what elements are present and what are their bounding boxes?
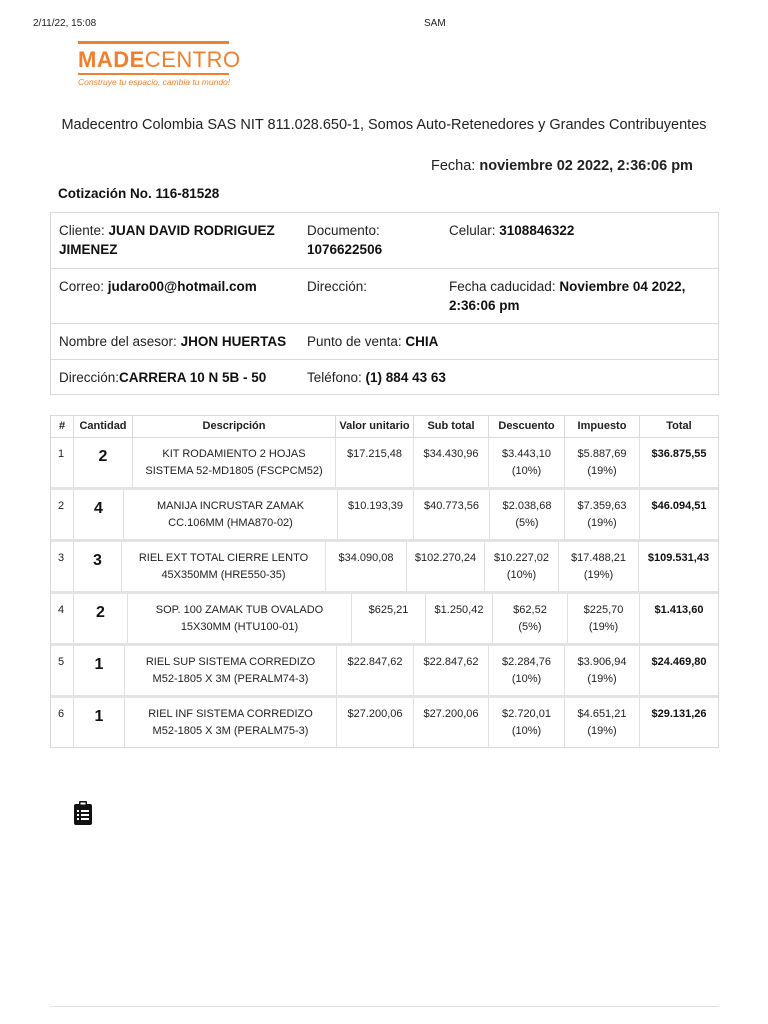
row-subtotal: $40.773,56 [414, 490, 490, 539]
row-quantity: 2 [74, 594, 128, 643]
row-total: $1.413,60 [654, 604, 704, 616]
table-row [51, 698, 718, 747]
quote-date: Fecha: noviembre 02 2022, 2:36:06 pm [431, 158, 693, 174]
row-subtotal: $27.200,06 [414, 698, 489, 747]
row-number: 2 [51, 490, 74, 539]
col-header: # [51, 416, 74, 437]
row-unit-price: $22.847,62 [337, 646, 414, 695]
items-table [50, 415, 719, 748]
table-row [51, 438, 718, 490]
row-unit-price: $625,21 [352, 594, 426, 643]
logo-wordmark: MADECENTRO [78, 47, 241, 72]
row-unit-price: $27.200,06 [337, 698, 414, 747]
table-row [51, 594, 718, 646]
row-description: KIT RODAMIENTO 2 HOJAS SISTEMA 52-MD1805 (FSCPCM52) [133, 438, 336, 487]
row-quantity: 3 [74, 542, 122, 591]
row-unit-price: $17.215,48 [336, 438, 414, 487]
row-number: 1 [51, 438, 74, 487]
client-field: Cliente: JUAN DAVID RODRIGUEZ JIMENEZ [59, 223, 275, 257]
row-quantity: 4 [74, 490, 124, 539]
row-unit-price: $34.090,08 [326, 542, 407, 591]
row-tax: $7.359,63 (19%) [565, 490, 640, 539]
expiry-date-field: Fecha caducidad: Noviembre 04 2022, 2:36:06 pm [449, 279, 686, 313]
row-subtotal: $34.430,96 [414, 438, 489, 487]
row-discount: $62,52 (5%) [493, 594, 568, 643]
address-field: Dirección: [307, 279, 368, 294]
row-description: RIEL EXT TOTAL CIERRE LENTO 45X350MM (HRE550-35) [122, 542, 326, 591]
table-row [51, 542, 718, 594]
company-line: Madecentro Colombia SAS NIT 811.028.650-1, Somos Auto-Retenedores y Grandes Contribuyentes [61, 117, 707, 133]
email-field: Correo: judaro00@hotmail.com [59, 279, 257, 294]
row-subtotal: $1.250,42 [426, 594, 493, 643]
logo-tagline: Construye tu espacio, cambia tu mundo! [78, 77, 231, 87]
row-unit-price: $10.193,39 [338, 490, 414, 539]
col-header: Total [666, 420, 692, 432]
row-tax: $225,70 (19%) [568, 594, 640, 643]
row-total: $24.469,80 [651, 656, 707, 668]
logo-top-bar [78, 41, 229, 44]
table-row [51, 490, 718, 542]
info-row [51, 324, 718, 360]
row-total: $36.875,55 [651, 448, 707, 460]
phone-field: Teléfono: (1) 884 43 63 [307, 370, 446, 385]
row-number: 6 [51, 698, 74, 747]
advisor-field: Nombre del asesor: JHON HUERTAS [59, 334, 287, 349]
col-header: Cantidad [74, 416, 133, 437]
row-number: 4 [51, 594, 74, 643]
row-discount: $2.038,68 (5%) [490, 490, 565, 539]
logo-bottom-bar [78, 73, 229, 75]
row-subtotal: $22.847,62 [414, 646, 489, 695]
col-header: Valor unitario [336, 416, 414, 437]
col-header: Descripción [133, 416, 336, 437]
row-total: $109.531,43 [647, 552, 710, 564]
info-row [51, 360, 718, 394]
store-address-field: Dirección:CARRERA 10 N 5B - 50 [59, 370, 267, 385]
quote-number: Cotización No. 116-81528 [58, 186, 220, 201]
col-header: Sub total [414, 416, 489, 437]
print-title: SAM [424, 18, 446, 29]
row-subtotal: $102.270,24 [407, 542, 485, 591]
col-header: Descuento [489, 416, 565, 437]
table-header [51, 416, 718, 438]
row-description: RIEL INF SISTEMA CORREDIZO M52-1805 X 3M (PERALM75-3) [125, 698, 337, 747]
row-discount: $10.227,02 (10%) [485, 542, 559, 591]
row-discount: $2.720,01 (10%) [489, 698, 565, 747]
client-info-box [50, 212, 719, 395]
row-quantity: 2 [74, 438, 133, 487]
info-row [51, 213, 718, 269]
page-divider [50, 1006, 719, 1007]
info-row [51, 269, 718, 324]
table-row [51, 646, 718, 698]
row-quantity: 1 [74, 698, 125, 747]
clipboard-list-icon[interactable] [73, 800, 93, 826]
row-discount: $2.284,76 (10%) [489, 646, 565, 695]
row-quantity: 1 [74, 646, 125, 695]
print-date: 2/11/22, 15:08 [33, 18, 97, 29]
cellphone-field: Celular: 3108846322 [449, 223, 575, 238]
row-tax: $17.488,21 (19%) [559, 542, 639, 591]
document-field: Documento: 1076622506 [307, 223, 383, 257]
row-number: 5 [51, 646, 74, 695]
row-tax: $4.651,21 (19%) [565, 698, 640, 747]
row-description: RIEL SUP SISTEMA CORREDIZO M52-1805 X 3M (PERALM74-3) [125, 646, 337, 695]
row-total: $46.094,51 [651, 500, 707, 512]
row-total: $29.131,26 [651, 708, 707, 720]
madecentro-logo [78, 41, 241, 91]
row-number: 3 [51, 542, 74, 591]
row-description: SOP. 100 ZAMAK TUB OVALADO 15X30MM (HTU100-01) [128, 594, 352, 643]
row-tax: $3.906,94 (19%) [565, 646, 640, 695]
point-of-sale-field: Punto de venta: CHIA [307, 334, 439, 349]
col-header: Impuesto [565, 416, 640, 437]
row-discount: $3.443,10 (10%) [489, 438, 565, 487]
row-tax: $5.887,69 (19%) [565, 438, 640, 487]
row-description: MANIJA INCRUSTAR ZAMAK CC.106MM (HMA870-02) [124, 490, 338, 539]
print-header [0, 18, 768, 32]
